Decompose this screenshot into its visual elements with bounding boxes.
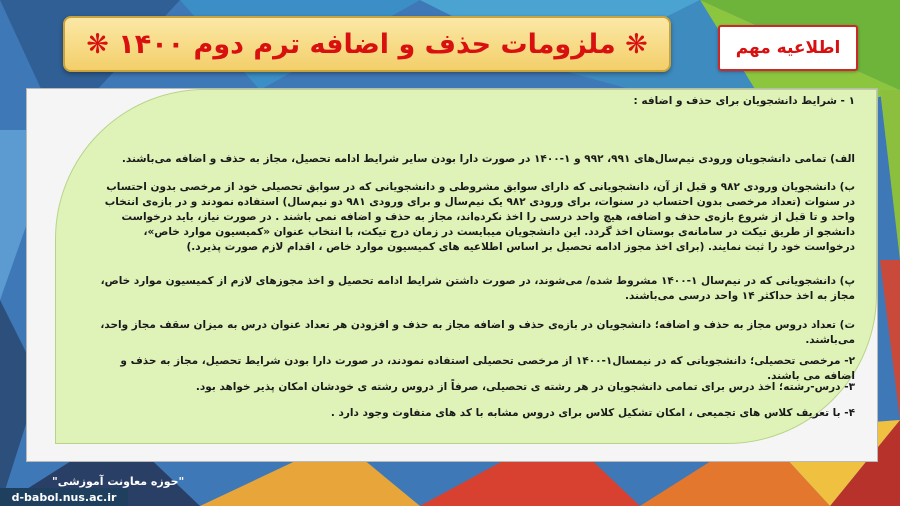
- item-4: ۴- با تعریف کلاس های تجمیعی ، امکان تشکیل کلاس برای دروس مشابه با کد های متفاوت وجود دارد .: [330, 407, 855, 419]
- slide-title: ❋ ملزومات حذف و اضافه ترم دوم ۱۴۰۰ ❋: [86, 28, 648, 60]
- item-a: الف) تمامی دانشجویان ورودی نیم‌سال‌های ۹۹۱، ۹۹۲ و ۱-۱۴۰۰ در صورت دارا بودن سایر شرایط ادامه تحصیل، مجاز به حذف و اضافه می‌باشند.: [121, 153, 855, 165]
- item-b: ب) دانشجویان ورودی ۹۸۲ و قبل از آن، دانشجویانی که دارای سوابق مشروطی و دانشجویانی که در سوابق تحصیلی خود از مرخصی بدون احتساب در سنوات (تعداد مرخصی بدون احتساب در سنوات، برای ورودی ۹۸۲ یک نیم‌سال و برای ورودی ۹۸۱ دو نیم‌سال) استفاده نمودند و در بازه‌ی انتخاب واحد و تا قبل از شروع بازه‌ی حذف و اضافه، هیچ واحد درسی را اخذ نکرده‌اند، مجاز به حذف و اضافه نمی باشند . در صورت نیاز، باید درخواست دانشجو از طریق تیکت در سامانه‌ی بوستان اخذ گردد. این دانشجویان میبایست در زمان درج تیکت، با انتخاب عنوان «کمیسیون موارد خاص»، درخواست خود را ثبت نمایند. (برای اخذ مجوز ادامه تحصیل بر اساس اطلاعیه های کمیسیون موارد خاص ، اقدام لازم صورت پذیرد.): [104, 181, 855, 253]
- announcement-text: [95, 92, 855, 432]
- badge-label: اطلاعیه مهم: [735, 38, 841, 58]
- footer-credit: "حوزه معاونت آموزشی": [52, 475, 185, 488]
- title-banner: [63, 16, 671, 72]
- item-3: ۳- درس-رشته؛ اخذ درس برای تمامی دانشجویان در هر رشته ی تحصیلی، صرفاً از دروس رشته ی خودشان امکان پذیر خواهد بود.: [195, 381, 855, 393]
- item-t: ت) تعداد دروس مجاز به حذف و اضافه؛ دانشجویان در بازه‌ی حذف و اضافه مجاز به حذف و افزودن هر تعداد عنوان درس به میزان سقف مجاز واحد، می‌باشند.: [100, 319, 855, 346]
- item-p: پ) دانشجویانی که در نیم‌سال ۱-۱۴۰۰ مشروط شده/ می‌شوند، در صورت داشتن شرایط ادامه تحصیل و اخذ مجوزهای لازم از کمیسیون موارد خاص، مجاز به اخذ حداکثر ۱۴ واحد درسی می‌باشند.: [100, 275, 855, 302]
- important-notice-badge: [718, 25, 858, 71]
- footer-url[interactable]: d-babol.nus.ac.ir: [0, 488, 128, 506]
- section-heading: ۱ - شرایط دانشجویان برای حذف و اضافه :: [633, 95, 855, 107]
- item-2: ۲- مرخصی تحصیلی؛ دانشجویانی که در نیمسال۱-۱۴۰۰ از مرخصی تحصیلی استفاده نمودند، در صورت دارا بودن شرایط تحصیل، مجاز به حذف و اضافه می باشند.: [120, 355, 855, 382]
